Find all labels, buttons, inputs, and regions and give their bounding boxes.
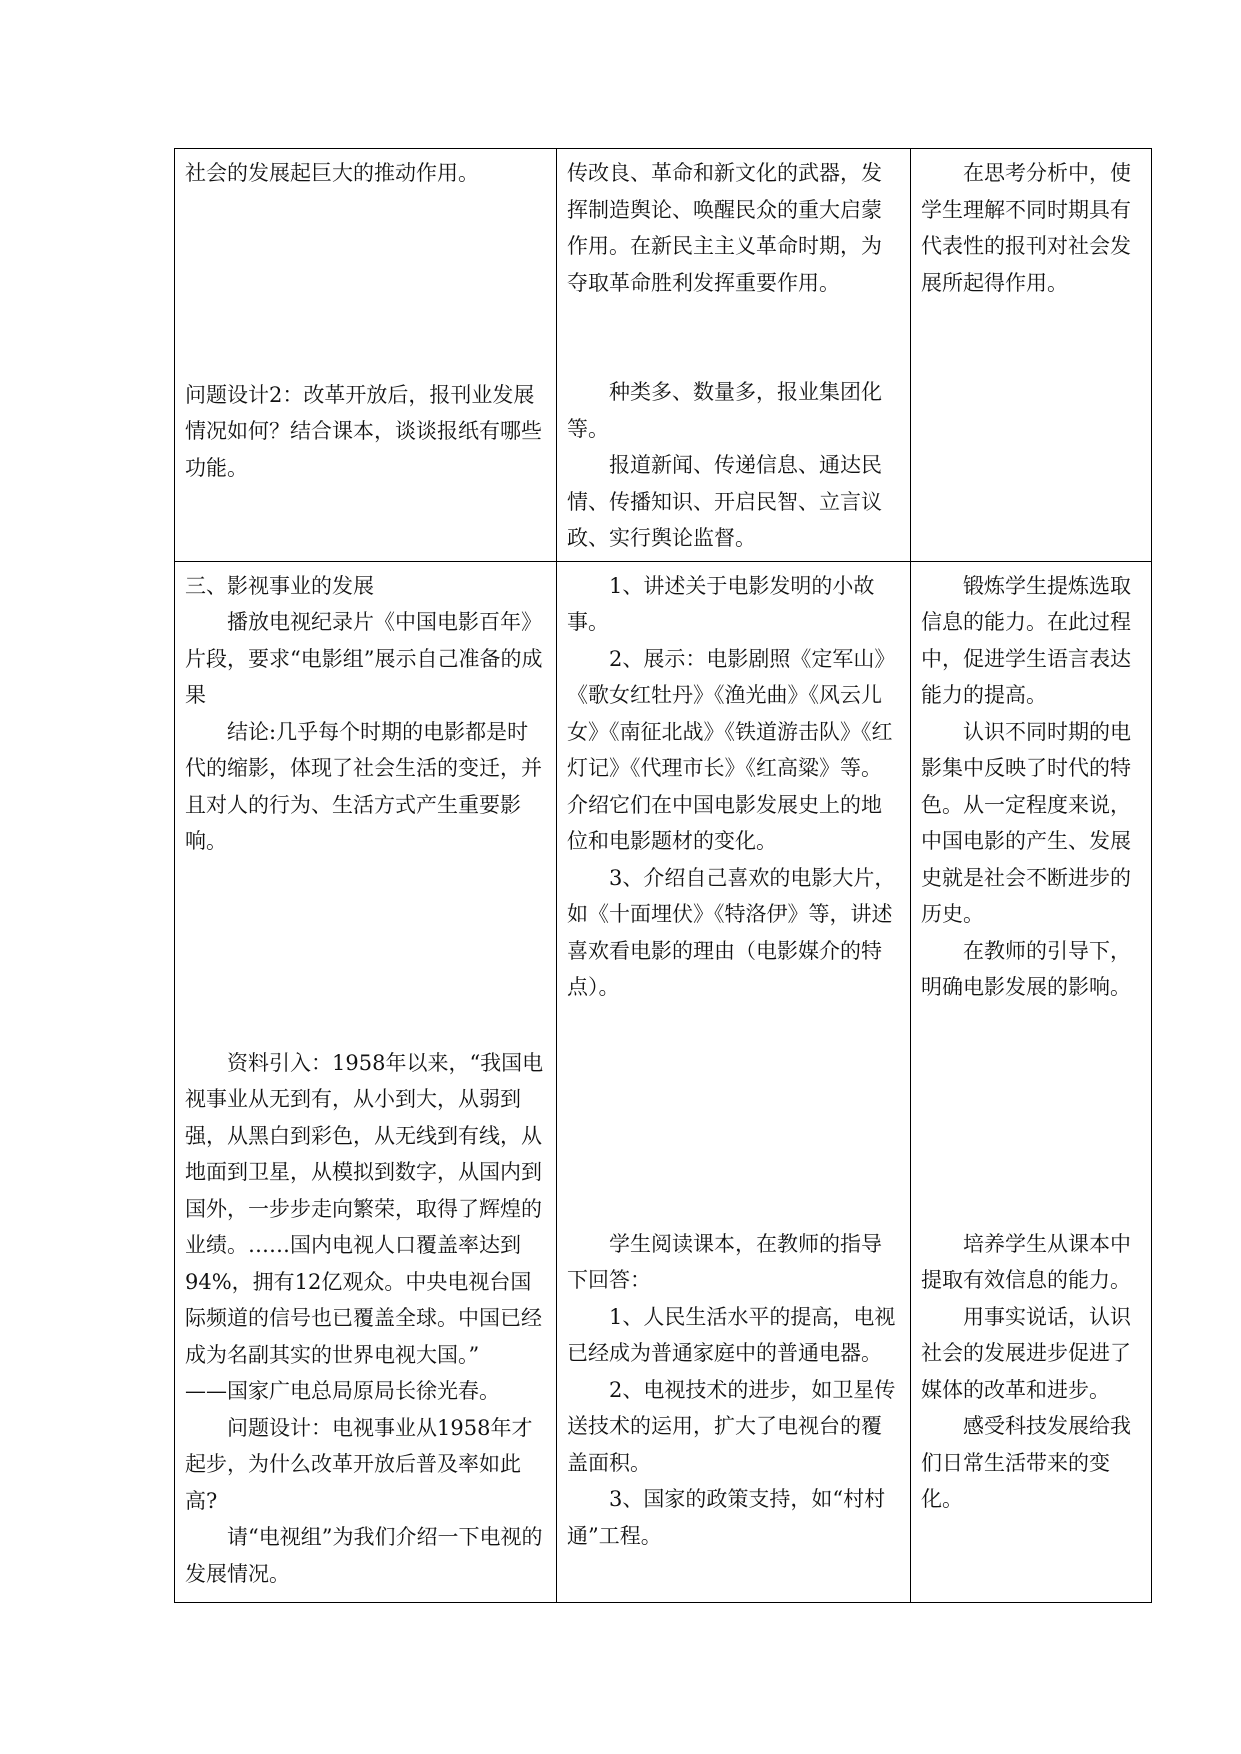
cell-text: 学生阅读课本，在教师的指导下回答：	[567, 1231, 882, 1292]
question-design-2: 问题设计2：改革开放后，报刊业发展情况如何？结合课本，谈谈报纸有哪些功能。	[185, 382, 542, 480]
cell-text: 种类多、数量多，报业集团化等。	[567, 380, 882, 441]
cell-text: 报道新闻、传递信息、通达民情、传播知识、开启民智、立言议政、实行舆论监督。	[567, 453, 882, 550]
lesson-plan-table	[174, 148, 1152, 1603]
cell-text: 1、人民生活水平的提高，电视已经成为普通家庭中的普通电器。	[567, 1304, 896, 1365]
cell-text: 用事实说话，认识社会的发展进步促进了媒体的改革和进步。	[921, 1304, 1131, 1402]
cell-text: 认识不同时期的电影集中反映了时代的特色。从一定程度来说，中国电影的产生、发展史就是社会不断进步的历史。	[921, 719, 1131, 926]
teacher-activity-cell	[175, 149, 557, 562]
question-design: 问题设计：电视事业从1958年才起步，为什么改革开放后普及率如此高?	[185, 1415, 533, 1513]
cell-text: 1、讲述关于电影发明的小故事。	[567, 573, 875, 634]
section-heading: 三、影视事业的发展	[185, 573, 374, 598]
quoted-material: 资料引入：1958年以来，“我国电视事业从无到有，从小到大，从弱到强，从黑白到彩色，从无线到有线，从地面到卫星，从模拟到数字，从国内到国外，一步步走向繁荣，取得了辉煌的业绩。……国内电视人口覆盖率达到94%，拥有12亿观众。中央电视台国际频道的信号也已覆盖全球。中国已经成为名副其实的世界电视大国。”	[185, 1050, 544, 1367]
cell-text: 2、展示：电影剧照《定军山》《歌女红牡丹》《渔光曲》《风云儿女》《南征北战》《铁道游击队》《红灯记》《代理市长》《红高粱》等。介绍它们在中国电影发展史上的地位和电影题材的变化。	[567, 646, 896, 853]
cell-text: 3、介绍自己喜欢的电影大片，如《十面埋伏》《特洛伊》等，讲述喜欢看电影的理由（电影媒介的特点）。	[567, 865, 896, 999]
cell-text: 锻炼学生提炼选取信息的能力。在此过程中，促进学生语言表达能力的提高。	[921, 573, 1131, 707]
cell-text: 请“电视组”为我们介绍一下电视的发展情况。	[185, 1525, 543, 1586]
cell-text: 感受科技发展给我们日常生活带来的变化。	[921, 1414, 1131, 1511]
cell-text: 培养学生从课本中提取有效信息的能力。	[921, 1231, 1131, 1292]
design-intent-cell	[911, 561, 1152, 1602]
cell-text: 在思考分析中，使学生理解不同时期具有代表性的报刊对社会发展所起得作用。	[921, 161, 1131, 295]
student-activity-cell	[557, 561, 911, 1602]
cell-text: 传改良、革命和新文化的武器，发挥制造舆论、唤醒民众的重大启蒙作用。在新民主主义革命时期，为夺取革命胜利发挥重要作用。	[567, 161, 882, 295]
cell-text: 2、电视技术的进步，如卫星传送技术的运用，扩大了电视台的覆盖面积。	[567, 1377, 896, 1475]
conclusion-text: 结论:几乎每个时期的电影都是时代的缩影，体现了社会生活的变迁，并且对人的行为、生活方式产生重要影响。	[185, 719, 542, 853]
table-row	[175, 561, 1152, 1602]
cell-text: 播放电视纪录片《中国电影百年》片段，要求“电影组”展示自己准备的成果	[185, 610, 543, 707]
cell-text: 社会的发展起巨大的推动作用。	[185, 161, 479, 185]
cell-text: 3、国家的政策支持，如“村村通”工程。	[567, 1487, 886, 1548]
table-row	[175, 149, 1152, 562]
student-activity-cell	[557, 149, 911, 562]
quote-attribution: ——国家广电总局原局长徐光春。	[185, 1379, 500, 1403]
cell-text: 在教师的引导下，明确电影发展的影响。	[921, 938, 1131, 999]
teacher-activity-cell	[175, 561, 557, 1602]
design-intent-cell	[911, 149, 1152, 562]
